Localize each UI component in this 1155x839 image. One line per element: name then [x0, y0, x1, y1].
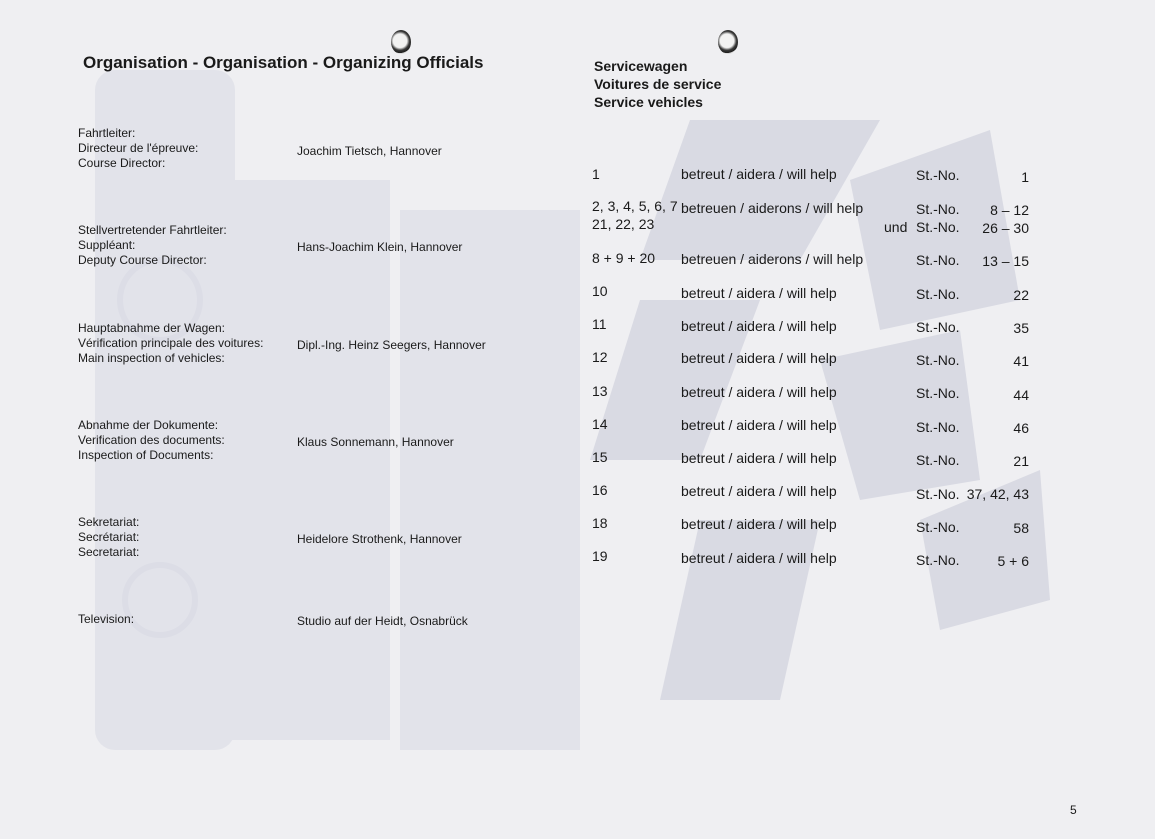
service-help-text: betreut / aidera / will help: [681, 417, 837, 433]
service-vehicle-number: 15: [592, 449, 608, 465]
punch-hole-left: [391, 30, 411, 54]
service-help-text: betreut / aidera / will help: [681, 285, 837, 301]
service-vehicle-number: 2, 3, 4, 5, 6, 7 21, 22, 23: [592, 198, 678, 232]
page-number: 5: [1070, 803, 1077, 817]
start-no-label: St.-No.: [916, 552, 960, 568]
start-no-label: St.-No.: [916, 286, 960, 302]
start-numbers: 5 + 6: [997, 553, 1029, 569]
television-name: Studio auf der Heidt, Osnabrück: [297, 614, 468, 628]
page-title: Organisation - Organisation - Organizing Officials: [83, 53, 484, 72]
start-numbers: 13 – 15: [982, 253, 1029, 269]
service-help-text: betreuen / aiderons / will help: [681, 200, 864, 216]
service-help-text: betreut / aidera / will help: [681, 318, 837, 334]
start-no-label: St.-No.: [916, 352, 960, 368]
start-no-label: St.-No.: [916, 452, 960, 468]
service-help-text: betreut / aidera / will help: [681, 166, 837, 182]
service-help-text: betreut / aidera / will help: [681, 350, 837, 366]
service-help-text: betreut / aidera / will help: [681, 384, 837, 400]
role-deputy-director: Stellvertretender Fahrtleiter: Suppléant: Deputy Course Director:: [78, 223, 227, 267]
role-document-inspection: Abnahme der Dokumente: Verification des documents: Inspection of Documents:: [78, 418, 225, 462]
service-vehicle-number: 1: [592, 166, 600, 182]
service-help-text: betreut / aidera / will help: [681, 516, 837, 532]
start-no-label: St.-No.: [916, 219, 960, 235]
deputy-director-name: Hans-Joachim Klein, Hannover: [297, 240, 463, 254]
service-vehicles-heading: Servicewagen Voitures de service Service vehicles: [594, 58, 722, 110]
service-help-text: betreut / aidera / will help: [681, 550, 837, 566]
start-numbers: 41: [1013, 353, 1029, 369]
start-no-label: St.-No.: [916, 385, 960, 401]
role-course-director: Fahrtleiter: Directeur de l'épreuve: Course Director:: [78, 126, 199, 170]
start-numbers: 44: [1013, 387, 1029, 403]
service-vehicle-number: 13: [592, 383, 608, 399]
course-director-name: Joachim Tietsch, Hannover: [297, 144, 442, 158]
start-no-label: St.-No.: [916, 319, 960, 335]
service-vehicle-number: 14: [592, 416, 608, 432]
vehicle-inspection-name: Dipl.-Ing. Heinz Seegers, Hannover: [297, 338, 486, 352]
start-no-label: St.-No.: [916, 167, 960, 183]
start-numbers: 37, 42, 43: [966, 486, 1029, 502]
start-no-label: St.-No.: [916, 519, 960, 535]
service-vehicle-number: 16: [592, 482, 608, 498]
start-numbers: 1: [1021, 169, 1029, 185]
service-help-text: betreut / aidera / will help: [681, 483, 837, 499]
service-vehicle-number: 10: [592, 283, 608, 299]
start-no-label: St.-No.: [916, 486, 960, 502]
start-numbers: 8 – 12: [990, 202, 1029, 218]
document-inspection-name: Klaus Sonnemann, Hannover: [297, 435, 454, 449]
start-no-label: St.-No.: [916, 419, 960, 435]
start-no-label: St.-No.: [916, 201, 960, 217]
service-vehicle-number: 19: [592, 548, 608, 564]
service-vehicle-number: 18: [592, 515, 608, 531]
role-television: Television:: [78, 612, 135, 626]
service-vehicle-number: 12: [592, 349, 608, 365]
role-secretariat: Sekretariat: Secrétariat: Secretariat:: [78, 515, 140, 559]
start-numbers: 26 – 30: [982, 220, 1029, 236]
start-no-label: St.-No.: [916, 252, 960, 268]
service-vehicle-number: 11: [592, 316, 607, 332]
service-help-text: betreut / aidera / will help: [681, 450, 837, 466]
start-numbers: 35: [1013, 320, 1029, 336]
role-vehicle-inspection: Hauptabnahme der Wagen: Vérification principale des voitures: Main inspection of vehicles:: [78, 321, 264, 365]
start-numbers: 22: [1013, 287, 1029, 303]
punch-hole-right: [718, 30, 738, 54]
und-label: und: [884, 219, 908, 235]
start-numbers: 21: [1013, 453, 1029, 469]
service-help-text: betreuen / aiderons / will help: [681, 251, 864, 267]
service-vehicle-number: 8 + 9 + 20: [592, 250, 656, 266]
secretariat-name: Heidelore Strothenk, Hannover: [297, 532, 462, 546]
start-numbers: 58: [1013, 520, 1029, 536]
start-numbers: 46: [1013, 420, 1029, 436]
